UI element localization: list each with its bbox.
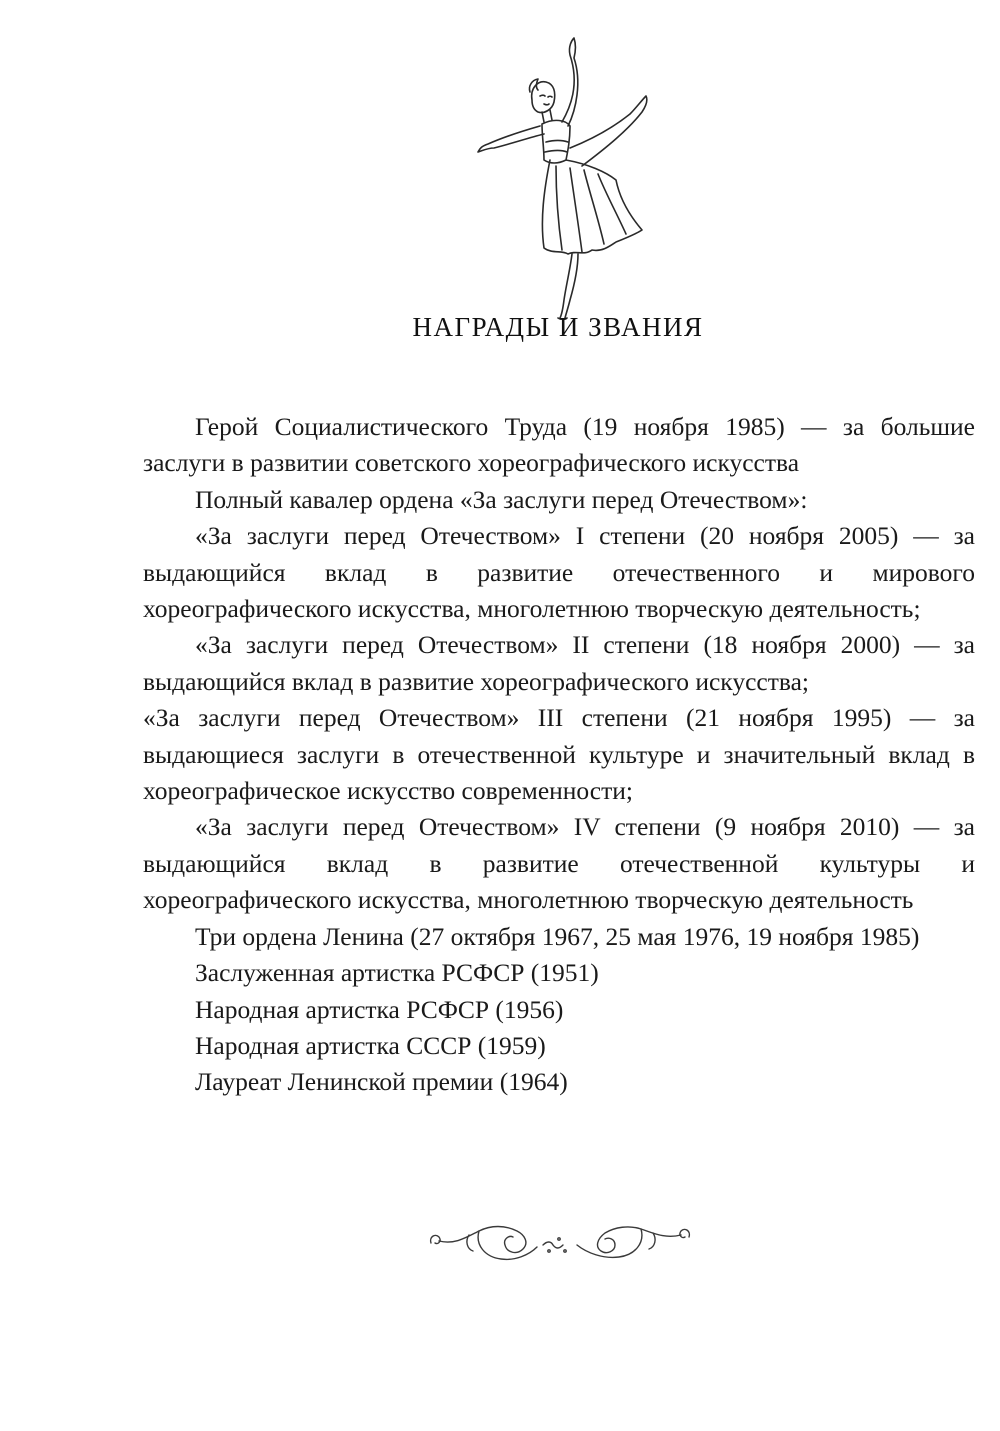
paragraph-order-degree-4: «За заслуги перед Отечеством» IV степени (9 ноября 2010) — за выдающийся вклад в развитие отечественной культуры и хореографического искусства, многолетнюю творческую деятельность <box>143 812 975 915</box>
awards-list <box>143 409 975 1101</box>
paragraph-honored-artist: Заслуженная артистка РСФСР (1951) <box>195 958 599 988</box>
paragraph-lenin-prize: Лауреат Ленинской премии (1964) <box>195 1067 568 1097</box>
paragraph-peoples-artist-rsfsr: Народная артистка РСФСР (1956) <box>195 994 564 1024</box>
paragraph-hero-of-labour: Герой Социалистического Труда (19 ноября 1985) — за большие заслуги в развитии советского хореографического искусства <box>143 412 975 478</box>
ornament-icon <box>425 1215 695 1267</box>
ballerina-icon <box>470 30 690 320</box>
paragraph-orders-of-lenin: Три ордена Ленина (27 октября 1967, 25 мая 1976, 19 ноября 1985) <box>195 921 920 951</box>
page-title: НАГРАДЫ И ЗВАНИЯ <box>412 312 704 342</box>
paragraph-order-degree-2: «За заслуги перед Отечеством» II степени (18 ноября 2000) — за выдающийся вклад в развитие хореографического искусства; <box>143 630 975 696</box>
paragraph-full-cavalier: Полный кавалер ордена «За заслуги перед Отечеством»: <box>195 484 808 514</box>
paragraph-peoples-artist-ussr: Народная артистка СССР (1959) <box>195 1030 546 1060</box>
paragraph-order-degree-3: «За заслуги перед Отечеством» III степени (21 ноября 1995) — за выдающиеся заслуги в отечественной культуре и значительный вклад в хореографическое искусство современности; <box>143 703 975 806</box>
paragraph-order-degree-1: «За заслуги перед Отечеством» I степени (20 ноября 2005) — за выдающийся вклад в развитие отечественного и мирового хореографического искусства, многолетнюю творческую деятельность; <box>143 521 975 624</box>
